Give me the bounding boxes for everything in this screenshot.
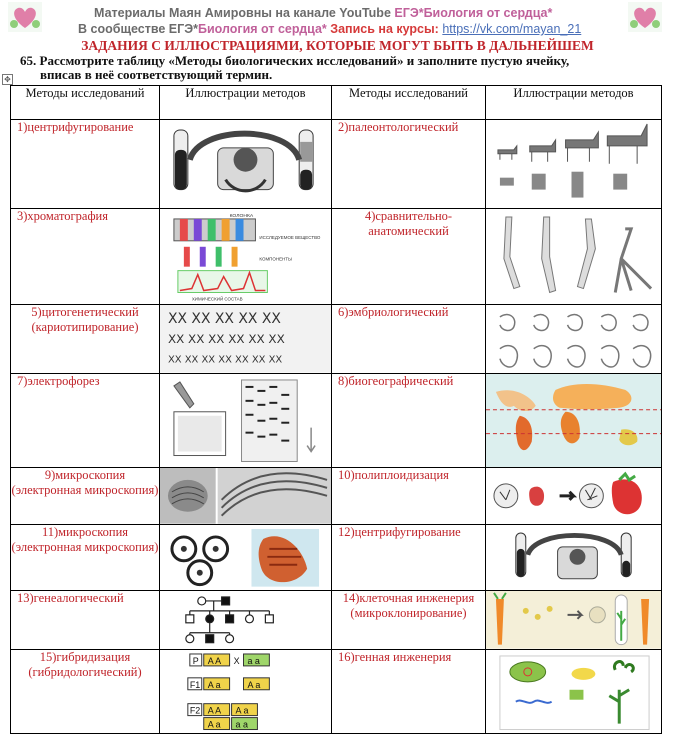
method-cell: 7)электрофорез — [11, 373, 160, 467]
table-row — [11, 591, 662, 650]
micropropagation-illustration — [486, 591, 662, 650]
vk-link[interactable]: https://vk.com/mayan_21 — [442, 22, 582, 36]
chromatography-substance-label: ИССЛЕДУЕМОЕ ВЕЩЕСТВО — [259, 234, 321, 240]
genotype-AA-label: A A — [207, 705, 222, 716]
cross-f1-label: F1 — [189, 679, 201, 690]
hybridization-cross-illustration — [160, 649, 332, 734]
table-row — [11, 208, 662, 304]
table-row — [11, 120, 662, 209]
genotype-AA-label: A A — [207, 655, 222, 666]
method-cell: 1)центрифугирование — [11, 120, 160, 209]
header-methods-2: Методы исследований — [332, 86, 486, 120]
karyotype-illustration — [160, 304, 332, 373]
method-cell: 10)полиплоидизация — [332, 468, 486, 525]
method-cell: 14)клеточная инженерия (микроклонирование) — [332, 591, 486, 650]
cross-p-label: P — [192, 655, 199, 666]
header-author: Материалы Маян Амировны на канале YouTube — [94, 6, 391, 20]
chromatography-column-label: КОЛОНКА — [229, 213, 254, 219]
table-row — [11, 649, 662, 734]
method-cell: 8)биогеографический — [332, 373, 486, 467]
header-community-line — [78, 22, 581, 36]
header-author-line — [94, 6, 552, 20]
task-line-2: вписав в неё соответствующий термин. — [40, 67, 273, 82]
method-cell: 11)микроскопия (электронная микроскопия) — [11, 524, 160, 591]
method-cell: 9)микроскопия (электронная микроскопия) — [11, 468, 160, 525]
cross-x-label: X — [233, 655, 240, 666]
method-cell: 15)гибридизация (гибридологический) — [11, 649, 160, 734]
method-cell: 12)центрифугирование — [332, 524, 486, 591]
chromatography-components-label: КОМПОНЕНТЫ — [259, 256, 292, 262]
genotype-Aa-label: A a — [235, 705, 249, 716]
genotype-Aa-label: A a — [247, 679, 261, 690]
chromatography-illustration — [160, 208, 332, 304]
heart-logo-icon — [8, 2, 42, 32]
paleontological-illustration — [486, 120, 662, 209]
table-row — [11, 304, 662, 373]
header-signup: Запись на курсы: — [330, 22, 439, 36]
method-cell: 16)генная инженерия — [332, 649, 486, 734]
electrophoresis-illustration — [160, 373, 332, 467]
header-prefix: В сообществе ЕГЭ* — [78, 22, 198, 36]
svg-text:ХХ ХХ ХХ ХХ ХХ ХХ: ХХ ХХ ХХ ХХ ХХ ХХ — [167, 331, 285, 346]
genotype-aa-label: a a — [235, 719, 248, 730]
table-row — [11, 468, 662, 525]
table-row — [11, 524, 662, 591]
header-channel: ЕГЭ*Биология от сердца* — [394, 6, 553, 20]
method-cell: 6)эмбриологический — [332, 304, 486, 373]
genotype-Aa-label: A a — [207, 679, 221, 690]
table-move-handle-icon[interactable]: ✥ — [2, 74, 13, 85]
method-cell: 4)сравнительно-анатомический — [332, 208, 486, 304]
method-cell: 5)цитогенетический (кариотипирование) — [11, 304, 160, 373]
section-banner: ЗАДАНИЯ С ИЛЛЮСТРАЦИЯМИ, КОТОРЫЕ МОГУТ БЫТЬ В ДАЛЬНЕЙШЕМ — [81, 38, 594, 53]
method-cell: 2)палеонтологический — [332, 120, 486, 209]
task-line-1: 65. Рассмотрите таблицу «Методы биологических исследований» и заполните пустую ячейку, — [20, 53, 570, 68]
task-text — [20, 54, 660, 82]
genotype-aa-label: a a — [247, 655, 260, 666]
svg-text:ХХ ХХ ХХ ХХ ХХ ХХ ХХ: ХХ ХХ ХХ ХХ ХХ ХХ ХХ — [167, 354, 283, 366]
header-illustrations-1: Иллюстрации методов — [160, 86, 332, 120]
centrifuge-illustration — [160, 120, 332, 209]
microscopy-organelles-illustration — [160, 524, 332, 591]
methods-table — [10, 85, 662, 734]
comparative-anatomy-illustration — [486, 208, 662, 304]
cross-f2-label: F2 — [189, 705, 201, 716]
method-cell: 3)хроматография — [11, 208, 160, 304]
genetic-engineering-illustration — [486, 649, 662, 734]
centrifuge-illustration — [486, 524, 662, 591]
method-cell: 13)генеалогический — [11, 591, 160, 650]
electron-micrograph-illustration — [160, 468, 332, 525]
genotype-Aa-label: A a — [207, 719, 221, 730]
header-group: Биология от сердца* — [197, 22, 327, 36]
svg-text:ХХ ХХ ХХ ХХ ХХ: ХХ ХХ ХХ ХХ ХХ — [167, 310, 281, 327]
table-header-row — [11, 86, 662, 120]
page-header — [0, 0, 675, 40]
pedigree-illustration — [160, 591, 332, 650]
heart-logo-icon — [628, 2, 662, 32]
chromatography-composition-label: ХИМИЧЕСКИЙ СОСТАВ — [191, 295, 243, 301]
header-illustrations-2: Иллюстрации методов — [486, 86, 662, 120]
header-methods-1: Методы исследований — [11, 86, 160, 120]
polyploidy-illustration — [486, 468, 662, 525]
embryology-illustration — [486, 304, 662, 373]
table-row — [11, 373, 662, 467]
biogeography-map-illustration — [486, 373, 662, 467]
